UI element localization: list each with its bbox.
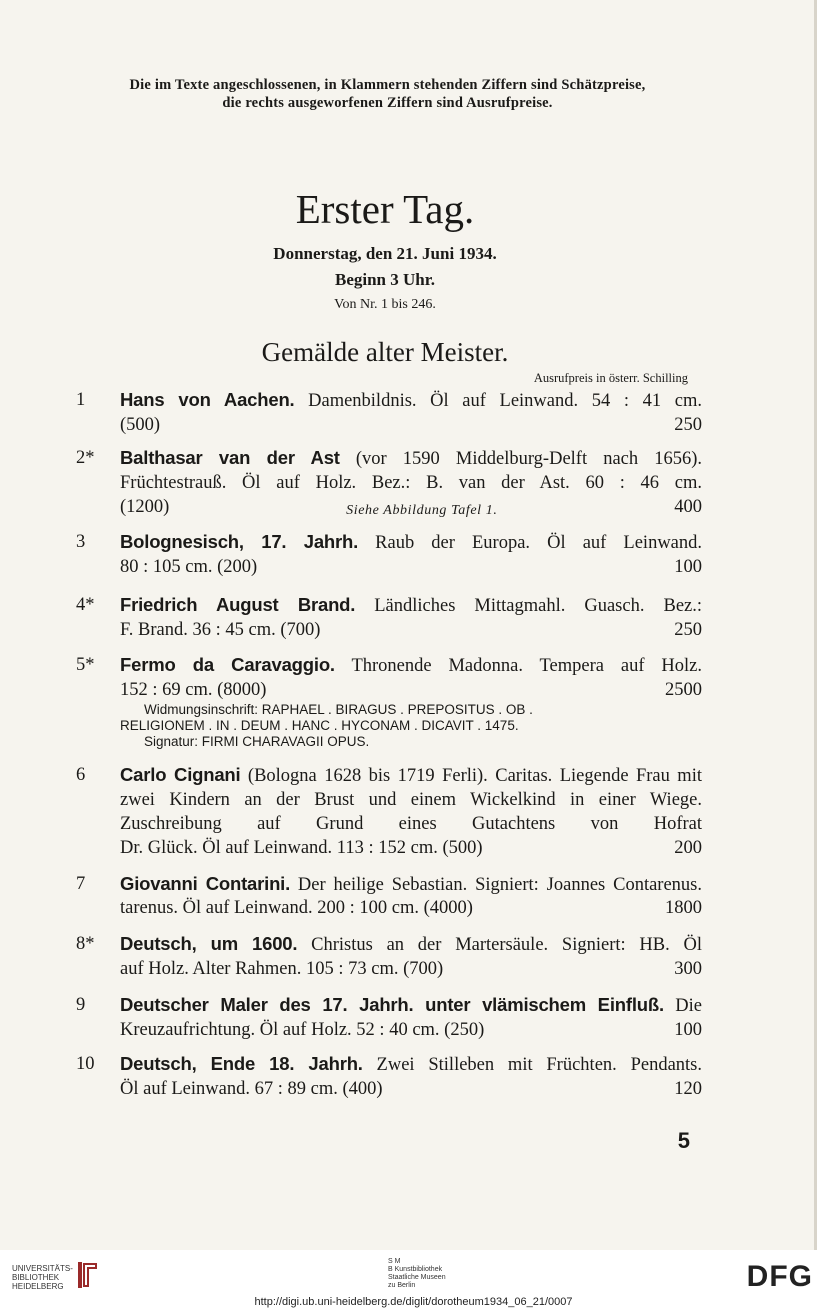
lot-price: 2500 [665,680,702,700]
page-number: 5 [677,1128,690,1153]
lot-price: 200 [674,838,702,858]
lot-description: Damenbildnis. Öl auf Leinwand. 54 : 41 cm. [308,391,702,411]
lot-entry [76,872,702,920]
lot-number: 3 [76,532,86,552]
lot-description: (vor 1590 Middelburg-Delft nach 1656). Früchtestrauß. Öl auf Holz. Bez.: B. van der Ast. 60 : 46 cm. [120,449,703,493]
lot-description: Christus an der Martersäule. Signiert: HB. Öl [311,935,703,955]
lot-artist: Fermo da Caravaggio. [120,654,335,675]
lot-entry [76,763,702,860]
logo-text: HEIDELBERG [12,1282,64,1291]
lot-number: 5* [76,655,95,675]
lot-artist: Hans von Aachen. [120,389,295,410]
lot-number: 7 [76,874,86,894]
lot-price: 300 [674,959,702,979]
dfg-logo[interactable]: DFG [746,1260,813,1293]
plate-reference: Siehe Abbildung Tafel 1. [346,503,498,518]
auction-date: Donnerstag, den 21. Juni 1934. [273,244,497,263]
price-notice [60,76,715,112]
dedication-line: RELIGIONEM . IN . DEUM . HANC . HYCONAM . DICAVIT . 1475. [120,718,519,733]
start-time: Beginn 3 Uhr. [335,270,435,289]
lot-price: 250 [674,415,702,435]
logo-text: Staatliche Museen [388,1274,446,1281]
kunstbibliothek-logo[interactable] [388,1258,446,1290]
logo-text: BIBLIOTHEK [12,1273,60,1282]
lot-estimate: 80 : 105 cm. (200) [120,557,258,577]
lot-estimate: auf Holz. Alter Rahmen. 105 : 73 cm. (700) [120,959,444,979]
lot-price: 400 [674,497,702,517]
lot-artist: Deutsch, um 1600. [120,933,298,954]
lot-range: Von Nr. 1 bis 246. [334,297,436,312]
lot-artist: Balthasar van der Ast [120,447,340,468]
logo-text: B Kunstbibliothek [388,1266,443,1273]
dedication-line: Widmungsinschrift: RAPHAEL . BIRAGUS . PREPOSITUS . OB . [144,702,533,717]
lot-number: 9 [76,995,86,1015]
lot-artist: Friedrich August Brand. [120,594,356,615]
lot-description: Ländliches Mittagmahl. Guasch. Bez.: [374,596,703,616]
heidelberg-library-logo[interactable] [12,1264,73,1291]
lot-entry [76,593,702,642]
dedication-inscription [120,702,702,750]
lot-estimate: Öl auf Leinwand. 67 : 89 cm. (400) [120,1079,383,1099]
lot-artist: Deutscher Maler des 17. Jahrh. unter vlämischem Einfluß. [120,994,664,1015]
lot-price: 1800 [665,898,702,918]
lot-price: 100 [674,557,702,577]
lot-artist: Giovanni Contarini. [120,873,291,894]
lot-artist: Bolognesisch, 17. Jahrh. [120,531,359,552]
lot-number: 2* [76,448,95,468]
lot-number: 4* [76,595,95,615]
lot-entry [76,530,702,579]
lot-number: 6 [76,765,86,785]
permalink-url[interactable]: http://digi.ub.uni-heidelberg.de/diglit/dorotheum1934_06_21/0007 [254,1296,573,1308]
lot-description: Raub der Europa. Öl auf Leinwand. [375,533,703,553]
lot-number: 10 [76,1054,95,1074]
notice-line-2: die rechts ausgeworfenen Ziffern sind Ausrufpreise. [222,95,553,111]
notice-line-1: Die im Texte angeschlossenen, in Klammern stehenden Ziffern sind Schätzpreise, [129,77,646,93]
lot-description: Zwei Stilleben mit Früchten. Pendants. [376,1055,703,1075]
lot-description: Der heilige Sebastian. Signiert: Joannes Contarenus. [297,875,702,895]
lot-entry [76,932,702,981]
lot-price: 100 [674,1020,702,1040]
lot-estimate: F. Brand. 36 : 45 cm. (700) [120,620,321,640]
lot-price: 120 [674,1079,702,1099]
lot-estimate: Kreuzaufrichtung. Öl auf Holz. 52 : 40 cm. (250) [120,1020,485,1040]
logo-text: UNIVERSITÄTS- [12,1264,73,1273]
logo-text: S M [388,1258,401,1265]
lot-entry [76,653,702,750]
lot-price: 250 [674,620,702,640]
lot-estimate: tarenus. Öl auf Leinwand. 200 : 100 cm. (4000) [120,898,473,918]
lot-description: Die [675,996,702,1016]
lot-number: 1 [76,390,86,410]
lot-estimate: (1200) [120,497,170,517]
lot-entry [76,993,702,1042]
lot-artist: Deutsch, Ende 18. Jahrh. [120,1053,363,1074]
lot-entry [76,388,702,437]
day-title: Erster Tag. [295,186,475,232]
lot-artist: Carlo Cignani [120,764,241,785]
lot-description: (Bologna 1628 bis 1719 Ferli). Caritas. Liegende Frau mit zwei Kindern an der Brust und einem Wickelkind in einer Wiege. Zuschreibung auf Grund eines Gutachtens von Hofrat [120,766,702,834]
lot-estimate: 152 : 69 cm. (8000) [120,680,267,700]
lot-number: 8* [76,934,95,954]
section-title: Gemälde alter Meister. [261,337,509,367]
lot-estimate: (500) [120,415,161,435]
lot-estimate: Dr. Glück. Öl auf Leinwand. 113 : 152 cm. (500) [120,838,483,858]
signature-line: Signatur: FIRMI CHARAVAGII OPUS. [144,734,370,749]
price-column-header: Ausrufpreis in österr. Schilling [533,371,688,385]
lot-description: Thronende Madonna. Tempera auf Holz. [351,656,702,676]
lot-entry [76,446,702,523]
viewer-footer [0,1250,827,1310]
lot-entry [76,1052,702,1101]
logo-text: zu Berlin [388,1282,416,1289]
library-emblem-icon [76,1260,98,1290]
